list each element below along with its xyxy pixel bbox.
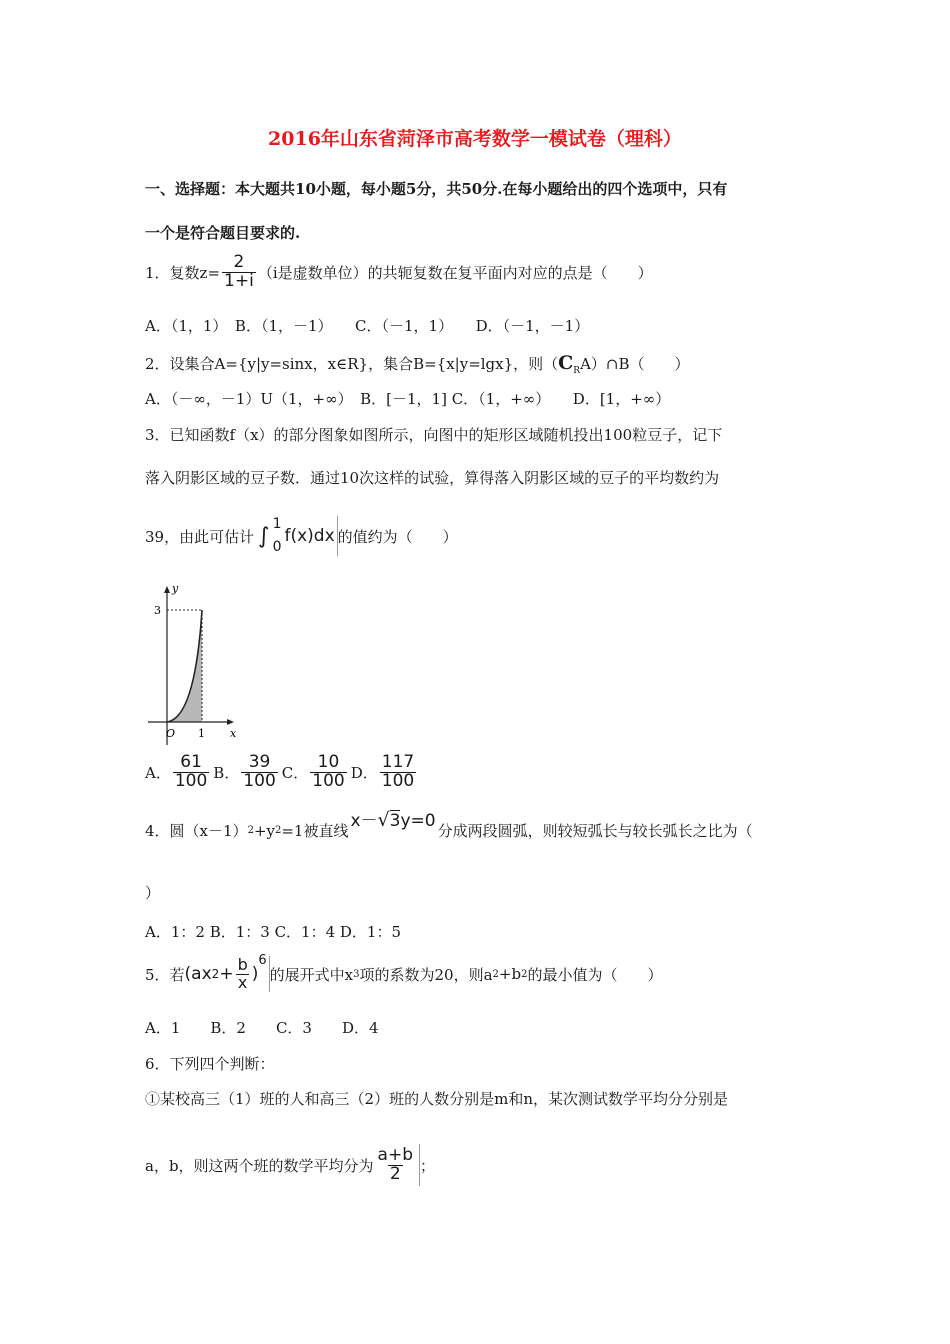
q5-sup4: 2 [492, 968, 499, 980]
q6-intro: 6．下列四个判断： [145, 1055, 275, 1073]
q3-line2: 落入阴影区域的豆子数．通过10次这样的试验，算得落入阴影区域的豆子的平均数约为 [145, 469, 720, 487]
graph-origin: O [166, 727, 176, 740]
graph-x-label: x [230, 727, 237, 740]
q5-frac-den: x [237, 972, 248, 992]
q3-option-d-den: 100 [381, 770, 415, 791]
question-1 [145, 254, 653, 291]
q2-text-b: A）∩B（ ） [580, 355, 690, 373]
page-title: 2016年山东省菏泽市高考数学一模试卷（理科） [268, 128, 682, 150]
q2-text-a: 2．设集合A={y|y=sinx，x∈R}，集合B={x|y=lgx}，则（ [145, 355, 559, 373]
graph-tick-x: 1 [198, 727, 205, 740]
q2-complement-c: C [558, 352, 574, 374]
q2-options: A．（－∞，－1）U（1，+∞） B．[－1，1] C．（1，+∞） D．[1，+∞） [145, 390, 671, 408]
q4-prefix: 4．圆（x－1） [145, 822, 248, 840]
q3-line3 [145, 516, 458, 556]
q3-line3-prefix: 39，由此可估计 [145, 527, 255, 546]
graph-y-label: y [172, 582, 179, 595]
q4-line2: ） [145, 884, 161, 902]
q3-options [145, 754, 418, 791]
q5-prefix: 5．若 [145, 965, 185, 984]
q5-frac [236, 954, 250, 992]
q1-frac-num: 2 [233, 252, 245, 272]
q3-option-d-label: D． [350, 763, 378, 782]
section-heading-line1: 一、选择题：本大题共10小题，每小题5分，共50分.在每小题给出的四个选项中，只有 [145, 180, 728, 198]
q6-item1-suffix: ； [420, 1156, 436, 1175]
q3-option-b-frac [241, 754, 277, 791]
q3-option-b-num: 39 [248, 752, 271, 772]
q2-complement-r: R [573, 366, 581, 376]
question-4 [145, 809, 753, 843]
q4-sup2: 2 [274, 825, 282, 836]
q3-line3-suffix: 的值约为（ ） [337, 527, 458, 546]
q3-option-c-num: 10 [317, 752, 340, 772]
q4-mid2: =1被直线 [281, 822, 349, 840]
q1-options: A．（1，1） B．（1，－1） C．（－1，1） D．（－1，－1） [145, 317, 590, 335]
question-2 [145, 352, 690, 376]
q3-option-d-num: 117 [381, 752, 415, 772]
q6-frac-num: a+b [377, 1144, 413, 1165]
q5-sup3: 3 [353, 968, 360, 980]
q3-option-a-frac [173, 754, 209, 791]
q4-eq-c: y=0 [400, 811, 436, 831]
graph-tick-y: 3 [154, 604, 161, 617]
q3-option-a-num: 61 [180, 752, 202, 772]
integral-sign: ∫ [258, 523, 270, 549]
q4-mid: +y [253, 821, 275, 840]
q4-sup1: 2 [247, 825, 254, 836]
question-5 [145, 952, 663, 992]
q4-eq-b: 3 [389, 811, 401, 831]
integral-upper: 1 [272, 516, 282, 533]
q1-fraction [222, 254, 256, 291]
q4-options: A．1：2 B．1：3 C．1：4 D．1：5 [145, 923, 402, 941]
q3-option-d-frac [380, 754, 416, 791]
q6-item1-prefix: a，b，则这两个班的数学平均分为 [145, 1156, 374, 1175]
q4-line-equation [350, 806, 435, 831]
q1-frac-den: 1+i [224, 270, 254, 291]
q3-option-b-label: B． [213, 763, 240, 782]
q3-option-c-frac [310, 754, 346, 791]
q1-suffix: （i是虚数单位）的共轭复数在复平面内对应的点是（ ） [257, 263, 653, 282]
q1-prefix: 1．复数z= [145, 263, 221, 282]
function-graph [140, 580, 240, 752]
q5-suffix-b: 项的系数为20，则a [359, 965, 493, 984]
q5-suffix-d: 的最小值为（ ） [527, 965, 663, 984]
q5-suffix-a: 的展开式中x [269, 965, 354, 984]
q4-eq-a: x－ [350, 811, 378, 831]
q5-expression [184, 952, 270, 992]
q5-expr-b: + [219, 964, 234, 984]
q3-integral [258, 516, 338, 556]
q5-options: A．1 B．2 C．3 D．4 [145, 1019, 379, 1037]
q3-option-c-den: 100 [312, 770, 345, 791]
q3-option-c-label: C． [281, 763, 309, 782]
q5-frac-num: b [237, 954, 248, 974]
q5-expr-c: ) [251, 964, 259, 984]
q3-line1: 3．已知函数f（x）的部分图象如图所示，向图中的矩形区域随机投出100粒豆子，记下 [145, 426, 723, 444]
integral-lower: 0 [272, 539, 282, 555]
q5-expr-sup: 2 [211, 967, 220, 981]
q6-item1-line1: ①某校高三（1）班的人和高三（2）班的人数分别是m和n，某次测试数学平均分分别是 [145, 1090, 728, 1108]
q6-frac-den: 2 [389, 1163, 401, 1184]
integral-limits [273, 516, 282, 556]
q3-option-b-den: 100 [243, 770, 276, 791]
q6-frac [376, 1144, 415, 1184]
q3-option-a-label: A． [145, 763, 171, 782]
q4-suffix: 分成两段圆弧，则较短弧长与较长弧长之比为（ [437, 822, 753, 840]
q5-suffix-c: +b [498, 965, 522, 983]
sqrt-sign: √ [377, 809, 390, 831]
q5-power: 6 [258, 952, 267, 968]
integrand: f(x)dx [284, 526, 335, 546]
q5-sup5: 2 [521, 968, 528, 980]
q6-item1-line2 [145, 1144, 435, 1186]
q3-option-a-den: 100 [174, 770, 208, 791]
q5-expr-a: (ax [184, 964, 212, 984]
section-heading-line2: 一个是符合题目要求的. [145, 224, 301, 242]
